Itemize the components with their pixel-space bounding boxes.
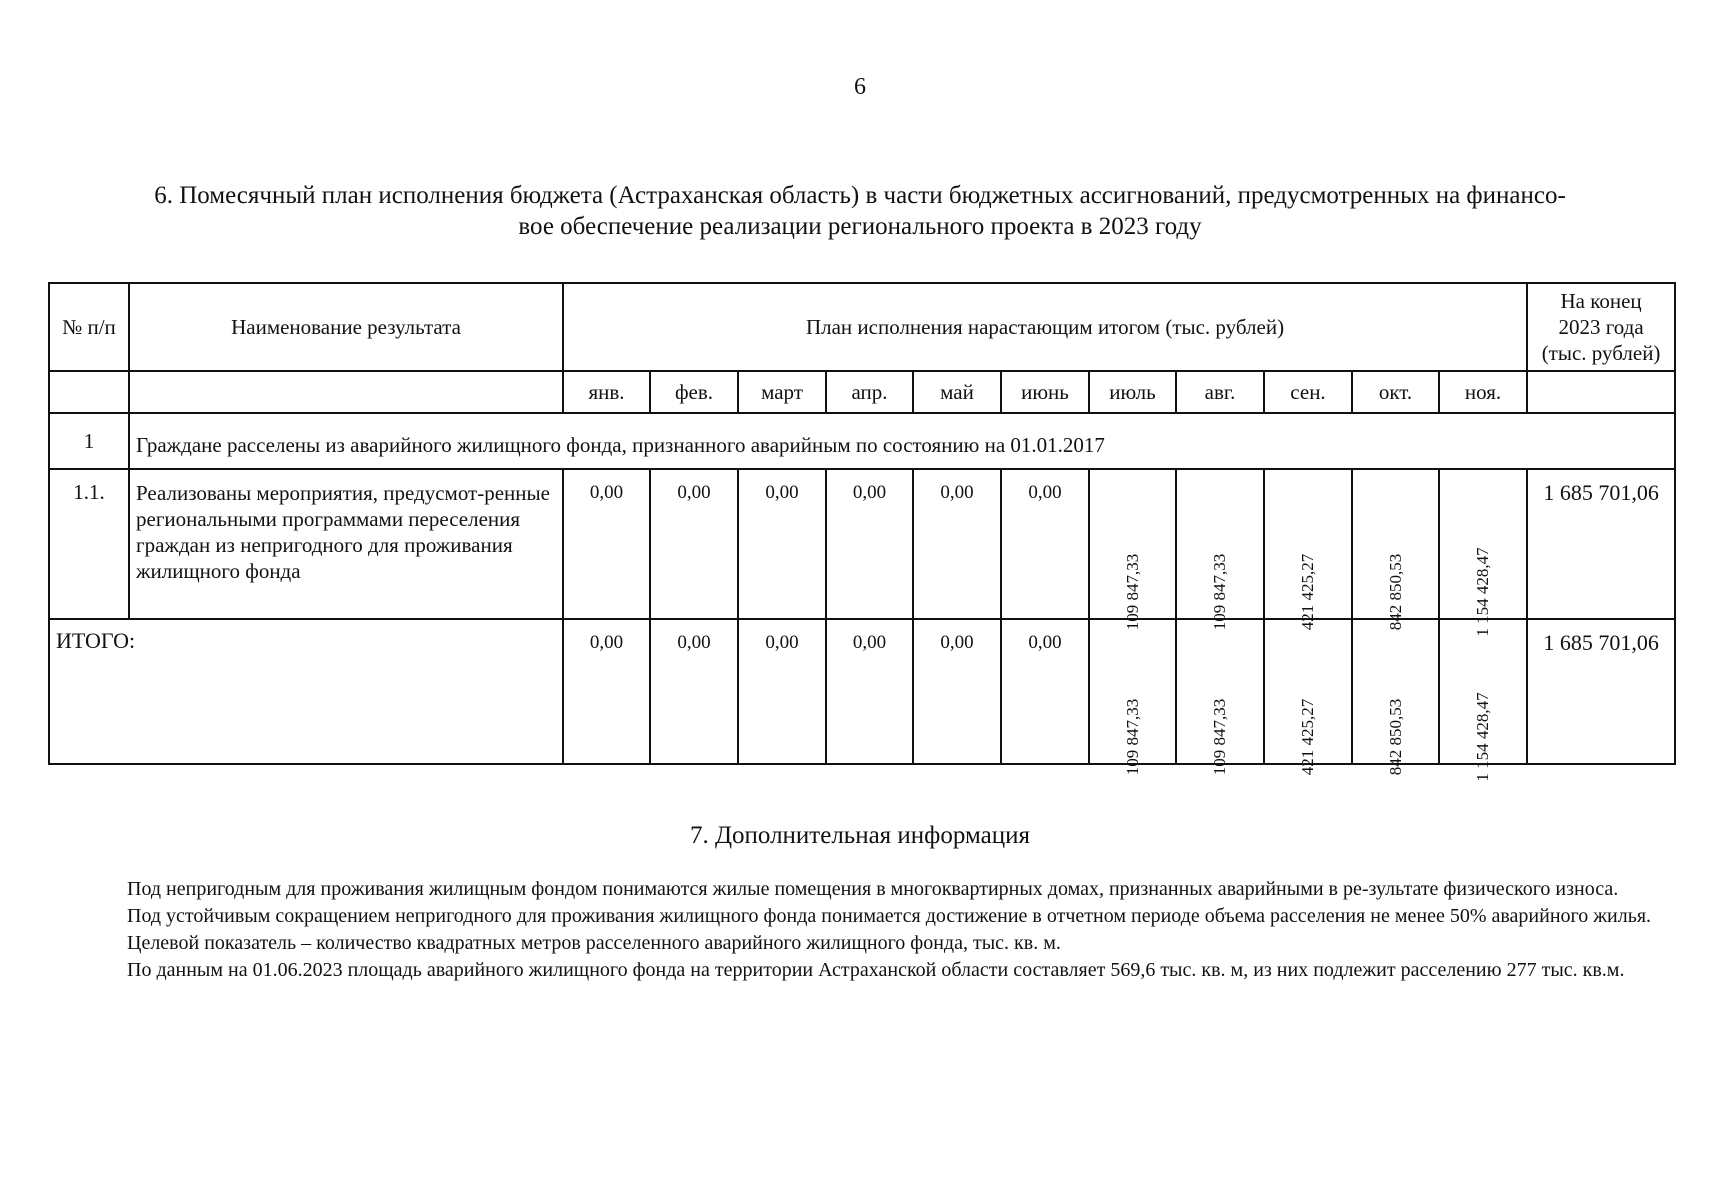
vertical-value: 421 425,27 (1298, 698, 1317, 776)
value-cell: 0,00 (738, 619, 826, 764)
months-row (49, 371, 1675, 413)
paragraph: Под устойчивым сокращением непригодного для проживания жилищного фонда понимается достижение в отчетном периоде объема расселения не менее 50% аварийного жилья. (127, 905, 1652, 927)
total-end-value: 1 685 701,06 (1527, 619, 1675, 764)
months-row-empty-num (49, 371, 129, 413)
value-cell-vertical (1264, 619, 1352, 776)
paragraph: Под непригодным для проживания жилищным фондом понимаются жилые помещения в многоквартирных домах, признанных аварийными в ре-зультате физического износа. (127, 878, 1619, 900)
vertical-value: 842 850,53 (1385, 553, 1405, 631)
value-cell-vertical (1089, 619, 1176, 776)
table-header-row (49, 283, 1675, 371)
value-cell: 0,00 (563, 469, 650, 619)
month-sep: сен. (1264, 371, 1352, 413)
month-feb: фев. (650, 371, 738, 413)
row-1-text: Граждане расселены из аварийного жилищного фонда, признанного аварийным по состоянию на 01.01.2017 (129, 413, 1675, 469)
vertical-value: 109 847,33 (1122, 698, 1142, 776)
vertical-value: 842 850,53 (1385, 698, 1405, 776)
month-nov: ноя. (1439, 371, 1527, 413)
value-cell-vertical (1264, 469, 1352, 631)
value-cell-vertical (1352, 469, 1439, 631)
page-number: 6 (854, 74, 866, 100)
section-6-title-line-2: вое обеспечение реализации регионального проекта в 2023 году (518, 213, 1202, 240)
value-cell-vertical (1089, 469, 1176, 631)
section-7-body (55, 876, 1665, 984)
month-may: май (913, 371, 1001, 413)
vertical-value: 421 425,27 (1298, 553, 1317, 631)
value-cell-vertical (1176, 619, 1264, 776)
table-row (49, 469, 1675, 619)
paragraph: Целевой показатель – количество квадратных метров расселенного аварийного жилищного фонда, тыс. кв. м. (127, 932, 1061, 954)
total-row (49, 619, 1675, 764)
value-cell: 0,00 (913, 469, 1001, 619)
month-mar: март (738, 371, 826, 413)
header-plan: План исполнения нарастающим итогом (тыс. рублей) (563, 283, 1527, 371)
value-cell: 0,00 (650, 619, 738, 764)
vertical-value: 109 847,33 (1210, 553, 1229, 631)
value-cell: 0,00 (1001, 469, 1089, 619)
month-jun: июнь (1001, 371, 1089, 413)
section-6-title (55, 180, 1665, 242)
month-aug: авг. (1176, 371, 1264, 413)
row-1-1-num: 1.1. (49, 469, 129, 619)
value-cell: 0,00 (1001, 619, 1089, 764)
section-6-title-line-1: 6. Помесячный план исполнения бюджета (Астраханская область) в части бюджетных ассигнований, предусмотренных на финансо- (154, 182, 1566, 209)
value-cell: 0,00 (563, 619, 650, 764)
value-cell: 0,00 (826, 469, 913, 619)
value-cell: 0,00 (650, 469, 738, 619)
budget-plan-table (48, 282, 1676, 782)
vertical-value: 109 847,33 (1122, 553, 1142, 631)
value-cell: 0,00 (826, 619, 913, 764)
months-row-empty-end (1527, 371, 1675, 413)
value-cell-vertical (1439, 619, 1527, 782)
total-label: ИТОГО: (49, 619, 563, 764)
paragraph: По данным на 01.06.2023 площадь аварийного жилищного фонда на территории Астраханской области составляет 569,6 тыс. кв. м, из них подлежит расселению 277 тыс. кв.м. (127, 959, 1625, 981)
month-apr: апр. (826, 371, 913, 413)
header-num: № п/п (49, 283, 129, 371)
header-end-of-year (1527, 283, 1675, 371)
header-end-line-1: На конец (1560, 289, 1642, 313)
row-1-1-name: Реализованы мероприятия, предусмот-ренные региональными программами переселения граждан из непригодного для проживания жилищного фонда (129, 469, 563, 619)
value-cell-vertical (1439, 469, 1527, 637)
row-1-1-end-value: 1 685 701,06 (1527, 469, 1675, 619)
months-row-empty-name (129, 371, 563, 413)
month-oct: окт. (1352, 371, 1439, 413)
month-jan: янв. (563, 371, 650, 413)
section-7-title: 7. Дополнительная информация (689, 822, 1031, 849)
vertical-value: 1 154 428,47 (1473, 692, 1493, 782)
table-row (49, 413, 1675, 469)
header-name: Наименование результата (129, 283, 563, 371)
value-cell: 0,00 (738, 469, 826, 619)
row-1-num: 1 (49, 413, 129, 469)
value-cell-vertical (1352, 619, 1439, 776)
header-end-line-3: (тыс. рублей) (1541, 341, 1661, 365)
value-cell-vertical (1176, 469, 1264, 631)
month-jul: июль (1089, 371, 1176, 413)
value-cell: 0,00 (913, 619, 1001, 764)
vertical-value: 1 154 428,47 (1473, 547, 1493, 637)
header-end-line-2: 2023 года (1558, 315, 1644, 339)
vertical-value: 109 847,33 (1210, 698, 1229, 776)
